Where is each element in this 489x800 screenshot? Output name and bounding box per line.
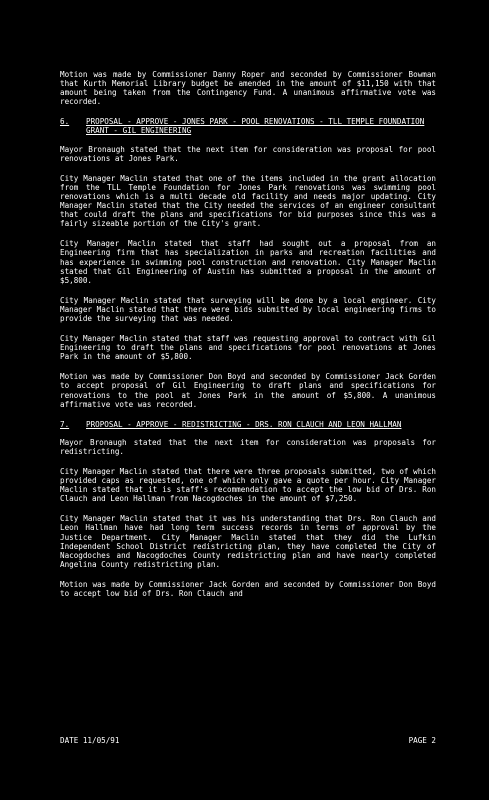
item-6-title: PROPOSAL - APPROVE - JONES PARK - POOL RENOVATIONS - TLL TEMPLE FOUNDATION GRANT - GIL ENGINEERING — [86, 117, 425, 136]
item-7-heading — [60, 420, 436, 429]
footer-page-number: PAGE 2 — [408, 736, 436, 745]
minutes-paragraph: Mayor Bronaugh stated that the next item for consideration was proposal for pool renovations at Jones Park. — [60, 144, 436, 163]
minutes-paragraph: City Manager Maclin stated that surveying will be done by a local engineer. City Manager Maclin stated that there were bids submitted by local engineering firms to provide the surveying that was needed. — [60, 295, 436, 323]
minutes-paragraph: Motion was made by Commissioner Danny Roper and seconded by Commissioner Bowman that Kurth Memorial Library budget be amended in the amount of $11,150 with that amount being taken from the Contingency Fund. A unanimous affirmative vote was recorded. — [60, 70, 436, 107]
minutes-paragraph: City Manager Maclin stated that staff had sought out a proposal from an Engineering firm that has specialization in parks and recreation facilities and has experience in swimming pool construction and renovation. City Manager Maclin stated that Gil Engineering of Austin has submitted a proposal in the amount of $5,800. — [60, 239, 436, 285]
page-footer — [60, 736, 436, 745]
footer-date: DATE 11/05/91 — [60, 736, 120, 745]
minutes-paragraph: Motion was made by Commissioner Jack Gorden and seconded by Commissioner Don Boyd to accept low bid of Drs. Ron Clauch and — [60, 579, 436, 599]
minutes-paragraph: City Manager Maclin stated that there were three proposals submitted, two of which provided caps as requested, one of which only gave a quote per hour. City Manager Maclin stated that it is staff's recommendation to accept the low bid of Drs. Ron Clauch and Leon Hallman from Nacogdoches in the amount of $7,250. — [60, 467, 436, 504]
item-7-title: PROPOSAL - APPROVE - REDISTRICTING - DRS. RON CLAUCH AND LEON HALLMAN — [86, 419, 402, 429]
section-c — [60, 438, 436, 598]
minutes-paragraph: City Manager Maclin stated that it was his understanding that Drs. Ron Clauch and Leon Hallman have had long term success records in terms of approval by the Justice Department. City Manager Maclin stated that they did the Lufkin Independent School District redistricting plan, they have completed the City of Nacogdoches and Nacogdoches County redistricting plan and have nearly completed Angelina County redistricting plan. — [60, 514, 436, 569]
minutes-page — [60, 70, 436, 609]
item-7-number: 7. — [60, 419, 70, 429]
section-b — [60, 145, 436, 409]
item-6-heading — [60, 117, 436, 135]
item-6-number: 6. — [60, 117, 70, 127]
minutes-paragraph: City Manager Maclin stated that staff was requesting approval to contract with Gil Engineering to draft the plans and specifications for pool renovations at Jones Park in the amount of $5,800. — [60, 334, 436, 362]
section-a — [60, 70, 436, 106]
minutes-paragraph: Motion was made by Commissioner Don Boyd and seconded by Commissioner Jack Gorden to accept proposal of Gil Engineering to draft plans and specifications for renovations to the pool at Jones Park in the amount of $5,800. A unanimous affirmative vote was recorded. — [60, 372, 436, 409]
minutes-paragraph: City Manager Maclin stated that one of the items included in the grant allocation from the TLL Temple Foundation for Jones Park renovations was swimming pool renovations which is a multi decade old facility and needs major updating. City Manager Maclin stated that the City needed the services of an engineer consultant that could draft the plans and specifications for bid purposes since this was a fairly sizeable portion of the City's grant. — [60, 173, 436, 229]
minutes-paragraph: Mayor Bronaugh stated that the next item for consideration was proposals for redistricting. — [60, 437, 436, 456]
